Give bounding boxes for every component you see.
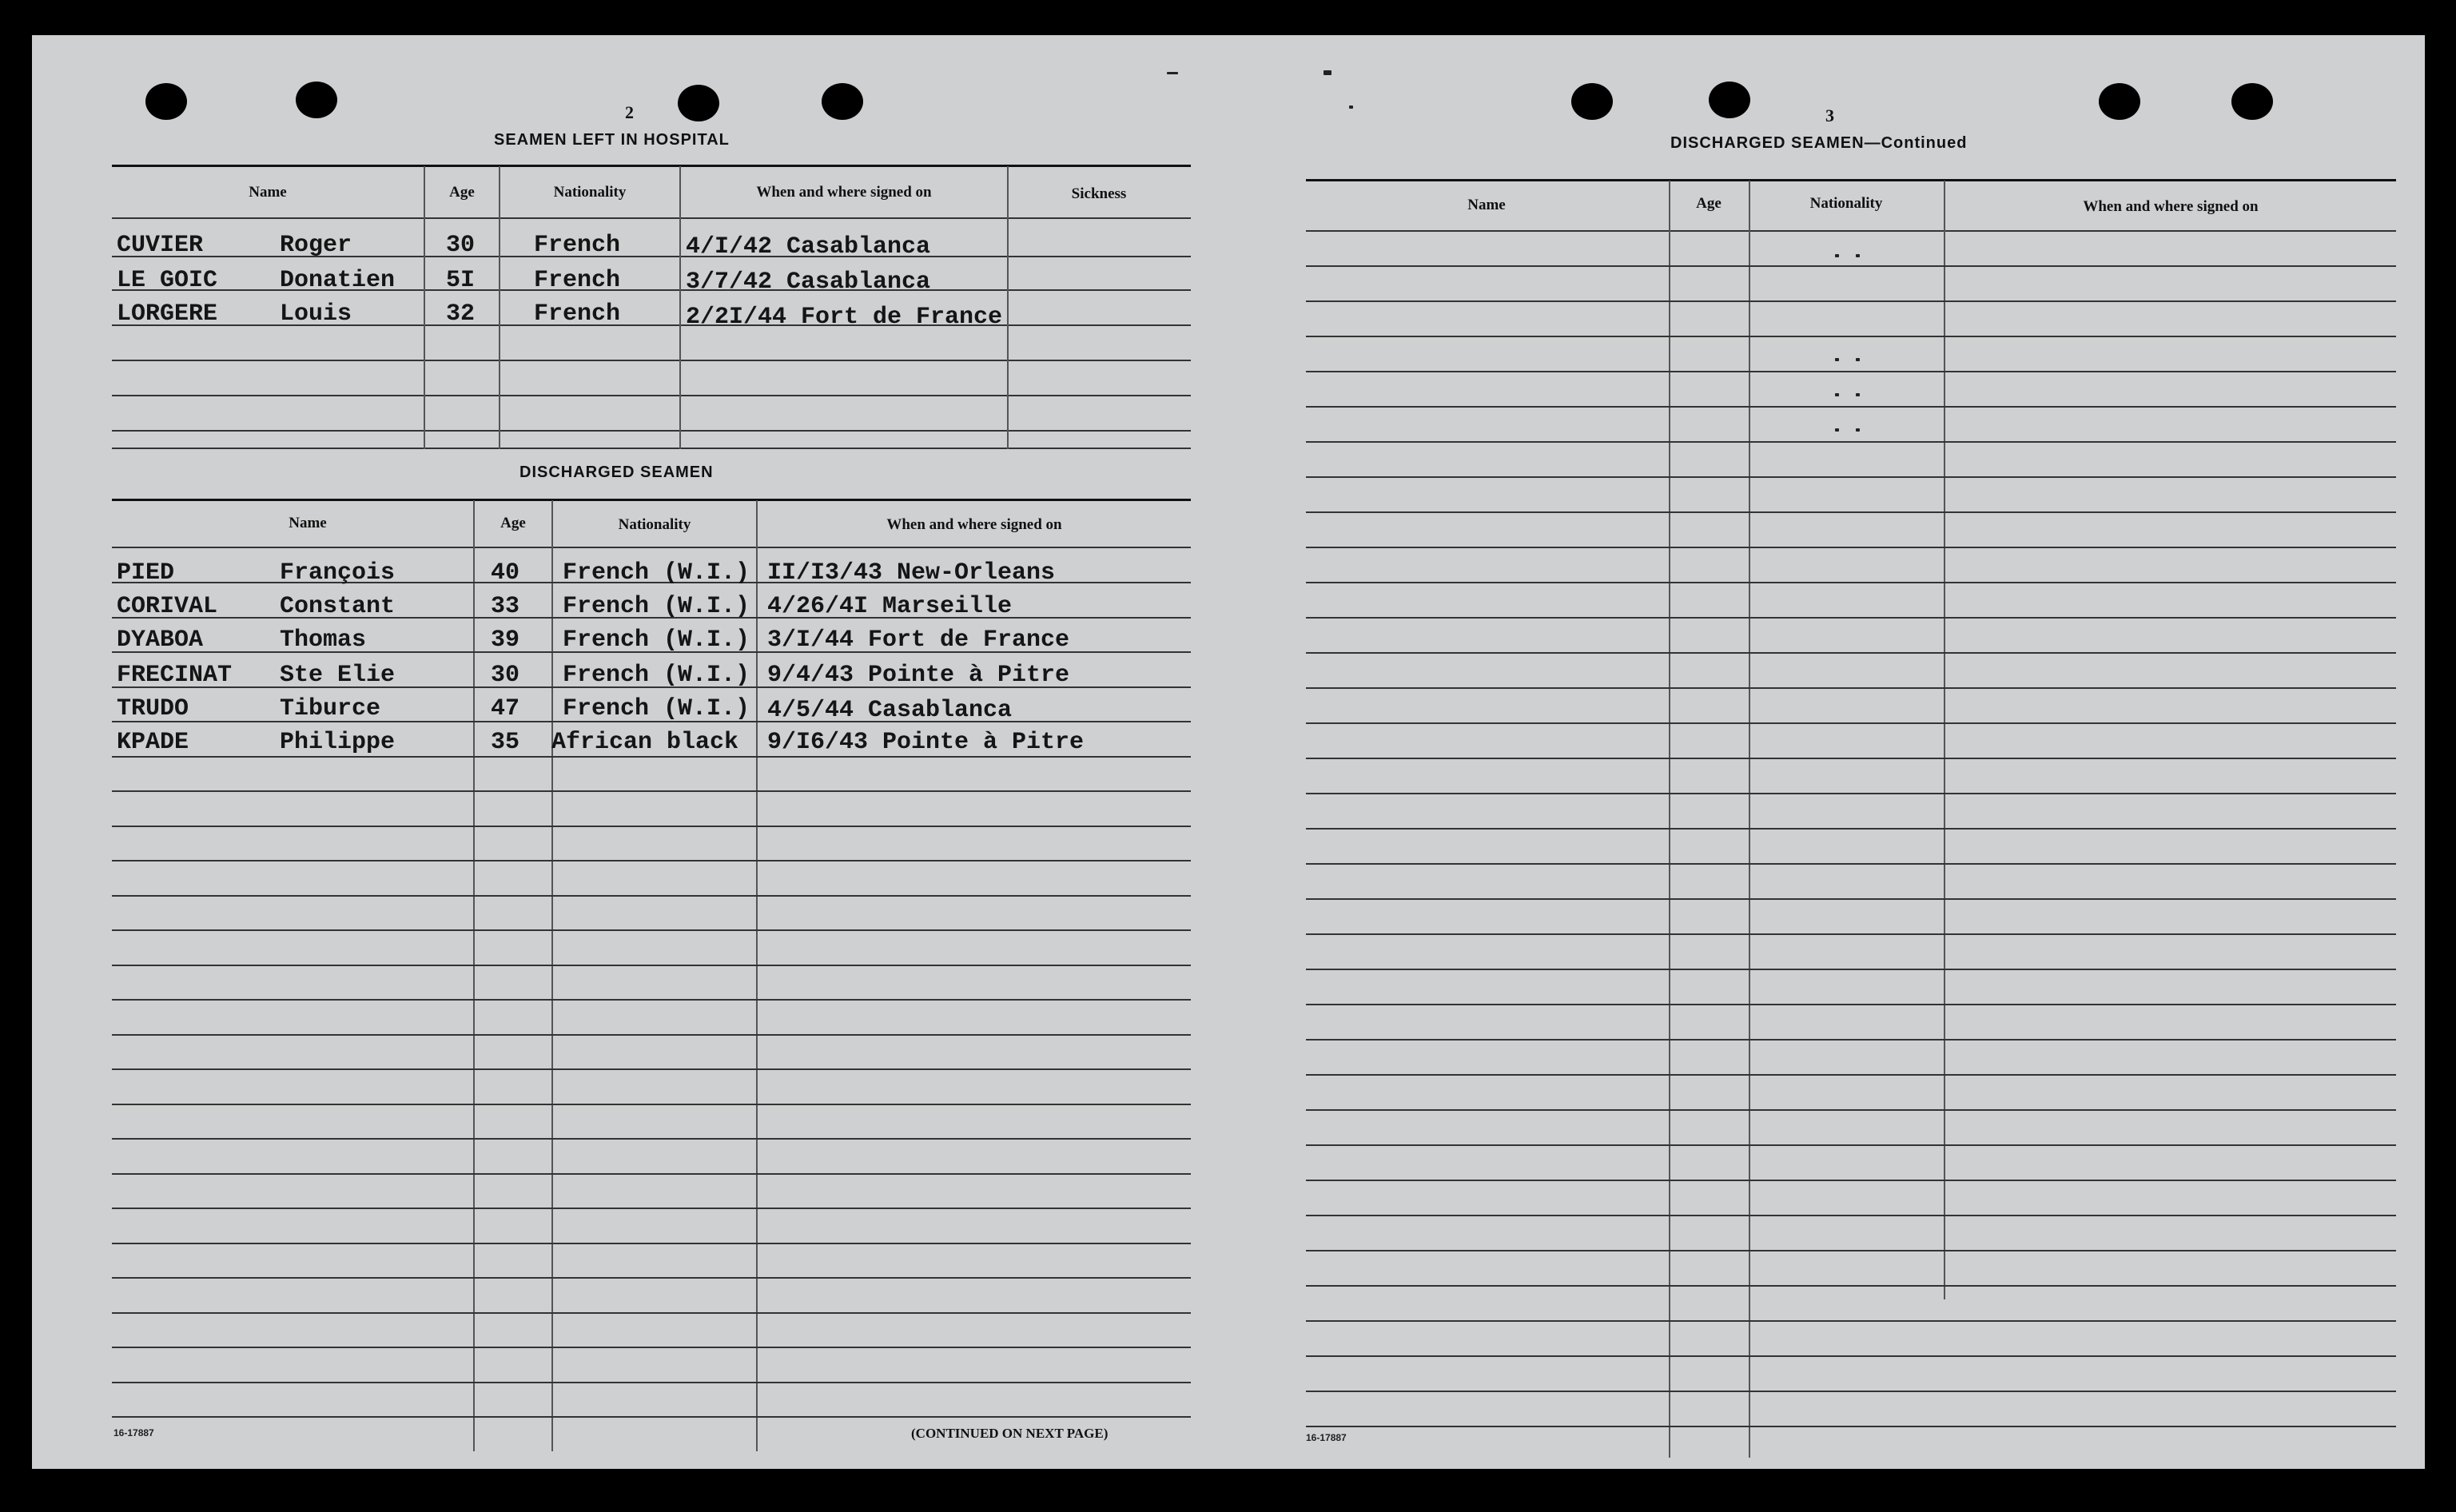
right-table-top-rule bbox=[1306, 179, 2396, 181]
table-cell-nationality: French (W.I.) bbox=[563, 559, 750, 587]
table-cell-nationality: French (W.I.) bbox=[563, 662, 750, 689]
ruled-line bbox=[112, 289, 1191, 291]
table-cell-signed-on: 4/I/42 Casablanca bbox=[686, 233, 931, 261]
ruled-line bbox=[1306, 722, 2396, 724]
table-cell-signed-on: II/I3/43 New-Orleans bbox=[767, 559, 1056, 587]
speck-mark bbox=[1835, 254, 1839, 257]
table-cell-nationality: French (W.I.) bbox=[563, 627, 750, 654]
table-cell-age: 40 bbox=[491, 559, 520, 587]
ruled-line bbox=[112, 965, 1191, 966]
column-header-name: Name bbox=[249, 184, 287, 201]
table-cell-given-name: Constant bbox=[280, 593, 396, 620]
table-cell-nationality: African black bbox=[551, 729, 739, 756]
form-number-right: 16-17887 bbox=[1306, 1432, 1347, 1443]
punch-hole bbox=[2099, 83, 2140, 120]
ruled-line bbox=[1306, 1109, 2396, 1111]
page-number-left: 2 bbox=[625, 102, 634, 122]
punch-hole bbox=[2231, 83, 2273, 120]
column-divider bbox=[1007, 166, 1009, 449]
ruled-line bbox=[112, 256, 1191, 257]
discharged-section-title: DISCHARGED SEAMEN bbox=[519, 464, 714, 481]
ruled-line bbox=[1306, 476, 2396, 478]
ruled-line bbox=[1306, 300, 2396, 302]
column-divider bbox=[679, 166, 681, 449]
column-divider bbox=[424, 166, 425, 449]
column-header-nationality: Nationality bbox=[553, 184, 627, 201]
speck-mark bbox=[1856, 428, 1860, 432]
punch-hole bbox=[1709, 82, 1750, 118]
document-sheet bbox=[32, 35, 2425, 1469]
ruled-line bbox=[1306, 863, 2396, 865]
discharged-header-rule bbox=[112, 547, 1191, 548]
ruled-line bbox=[112, 430, 1191, 432]
column-header-signed-on: When and where signed on bbox=[2083, 198, 2259, 215]
ruled-line bbox=[1306, 1250, 2396, 1251]
ruled-line bbox=[112, 1034, 1191, 1036]
table-cell-given-name: François bbox=[280, 559, 396, 587]
table-cell-age: 35 bbox=[491, 729, 520, 756]
ruled-line bbox=[1306, 828, 2396, 830]
ruled-line bbox=[1306, 793, 2396, 794]
table-cell-given-name: Louis bbox=[280, 300, 352, 328]
table-cell-signed-on: 9/I6/43 Pointe à Pitre bbox=[767, 729, 1085, 756]
ruled-line bbox=[1306, 1004, 2396, 1005]
table-cell-surname: FRECINAT bbox=[117, 662, 233, 689]
ruled-line bbox=[112, 860, 1191, 861]
ruled-line bbox=[112, 395, 1191, 396]
ruled-line bbox=[1306, 1285, 2396, 1287]
punch-hole bbox=[822, 83, 863, 120]
ruled-line bbox=[1306, 1180, 2396, 1181]
ruled-line bbox=[112, 790, 1191, 792]
ruled-line bbox=[112, 1138, 1191, 1140]
page-number-right: 3 bbox=[1825, 105, 1834, 125]
ruled-line bbox=[112, 360, 1191, 361]
column-header-nationality: Nationality bbox=[618, 516, 691, 533]
speck-mark bbox=[1835, 393, 1839, 396]
punch-hole bbox=[1571, 83, 1613, 120]
speck-mark bbox=[1856, 358, 1860, 361]
table-cell-given-name: Tiburce bbox=[280, 695, 381, 722]
table-cell-surname: CUVIER bbox=[117, 232, 204, 259]
ruled-line bbox=[112, 1208, 1191, 1209]
column-header-signed-on: When and where signed on bbox=[756, 184, 932, 201]
table-cell-signed-on: 4/5/44 Casablanca bbox=[767, 697, 1013, 724]
table-cell-given-name: Donatien bbox=[280, 267, 396, 294]
ruled-line bbox=[1306, 898, 2396, 900]
table-cell-nationality: French bbox=[534, 232, 621, 259]
ruled-line bbox=[1306, 1320, 2396, 1322]
column-divider bbox=[499, 166, 500, 449]
ruled-line bbox=[1306, 758, 2396, 759]
table-cell-signed-on: 2/2I/44 Fort de France bbox=[686, 304, 1003, 331]
ruled-line bbox=[1306, 1426, 2396, 1427]
speck-mark bbox=[1856, 393, 1860, 396]
ruled-line bbox=[1306, 371, 2396, 372]
ruled-line bbox=[1306, 1074, 2396, 1076]
ruled-line bbox=[1306, 582, 2396, 583]
table-cell-nationality: French bbox=[534, 300, 621, 328]
ruled-line bbox=[1306, 617, 2396, 619]
table-cell-signed-on: 3/7/42 Casablanca bbox=[686, 269, 931, 296]
table-cell-signed-on: 9/4/43 Pointe à Pitre bbox=[767, 662, 1070, 689]
ruled-line bbox=[112, 324, 1191, 326]
ruled-line bbox=[112, 1243, 1191, 1244]
table-cell-age: 39 bbox=[491, 627, 520, 654]
ruled-line bbox=[1306, 406, 2396, 408]
ruled-line bbox=[1306, 441, 2396, 443]
speck-mark bbox=[1349, 105, 1353, 109]
right-header-rule bbox=[1306, 230, 2396, 232]
hospital-table-top-rule bbox=[112, 165, 1191, 167]
speck-mark bbox=[1856, 254, 1860, 257]
table-cell-age: 30 bbox=[491, 662, 520, 689]
punch-hole bbox=[678, 85, 719, 121]
ruled-line bbox=[112, 826, 1191, 827]
discharged-continued-title: DISCHARGED SEAMEN—Continued bbox=[1670, 134, 1968, 152]
ruled-line bbox=[112, 895, 1191, 897]
hospital-header-rule bbox=[112, 217, 1191, 219]
table-cell-given-name: Roger bbox=[280, 232, 352, 259]
table-cell-age: 33 bbox=[491, 593, 520, 620]
ruled-line bbox=[112, 999, 1191, 1001]
ruled-line bbox=[112, 1068, 1191, 1070]
ruled-line bbox=[1306, 933, 2396, 935]
table-cell-signed-on: 3/I/44 Fort de France bbox=[767, 627, 1070, 654]
discharged-table-top-rule bbox=[112, 499, 1191, 501]
column-divider bbox=[756, 500, 758, 1451]
table-cell-age: 47 bbox=[491, 695, 520, 722]
punch-hole bbox=[296, 82, 337, 118]
ruled-line bbox=[1306, 547, 2396, 548]
table-cell-surname: KPADE bbox=[117, 729, 189, 756]
form-number-left: 16-17887 bbox=[113, 1427, 154, 1438]
ruled-line bbox=[1306, 265, 2396, 267]
table-cell-nationality: French bbox=[534, 267, 621, 294]
table-cell-signed-on: 4/26/4I Marseille bbox=[767, 593, 1013, 620]
ruled-line bbox=[1306, 652, 2396, 654]
ruled-line bbox=[112, 1312, 1191, 1314]
column-divider bbox=[473, 500, 475, 1451]
table-cell-surname: TRUDO bbox=[117, 695, 189, 722]
speck-mark bbox=[1324, 70, 1331, 75]
ruled-line bbox=[112, 929, 1191, 931]
table-cell-surname: LE GOIC bbox=[117, 267, 218, 294]
speck-mark bbox=[1835, 428, 1839, 432]
ruled-line bbox=[1306, 1039, 2396, 1040]
table-cell-nationality: French (W.I.) bbox=[563, 695, 750, 722]
ruled-line bbox=[1306, 511, 2396, 513]
ruled-line bbox=[1306, 1355, 2396, 1357]
table-cell-surname: LORGERE bbox=[117, 300, 218, 328]
table-cell-age: 5I bbox=[446, 267, 476, 294]
ruled-line bbox=[112, 1277, 1191, 1279]
punch-hole bbox=[145, 83, 187, 120]
speck-mark bbox=[1167, 72, 1178, 74]
ruled-line bbox=[1306, 687, 2396, 689]
column-header-name: Name bbox=[1467, 197, 1506, 213]
table-cell-age: 32 bbox=[446, 300, 476, 328]
ruled-line bbox=[1306, 1215, 2396, 1216]
table-cell-surname: CORIVAL bbox=[117, 593, 218, 620]
ruled-line bbox=[1306, 336, 2396, 337]
column-header-nationality: Nationality bbox=[1809, 195, 1883, 212]
speck-mark bbox=[1835, 358, 1839, 361]
ruled-line bbox=[1306, 969, 2396, 970]
table-cell-age: 30 bbox=[446, 232, 476, 259]
column-header-age: Age bbox=[500, 515, 526, 531]
ruled-line bbox=[112, 1347, 1191, 1348]
ruled-line bbox=[1306, 1391, 2396, 1392]
ruled-line bbox=[112, 1173, 1191, 1175]
table-cell-given-name: Philippe bbox=[280, 729, 396, 756]
table-cell-surname: DYABOA bbox=[117, 627, 204, 654]
column-header-age: Age bbox=[1696, 195, 1722, 212]
ruled-line bbox=[1306, 1144, 2396, 1146]
ruled-line bbox=[112, 1416, 1191, 1418]
table-cell-given-name: Thomas bbox=[280, 627, 367, 654]
hospital-section-title: SEAMEN LEFT IN HOSPITAL bbox=[494, 131, 730, 149]
column-header-sickness: Sickness bbox=[1071, 185, 1127, 202]
ruled-line bbox=[112, 1382, 1191, 1383]
continued-footer: (CONTINUED ON NEXT PAGE) bbox=[911, 1426, 1109, 1441]
column-header-signed-on: When and where signed on bbox=[886, 516, 1062, 533]
column-divider bbox=[1944, 181, 1945, 1299]
ruled-line bbox=[112, 448, 1191, 449]
ruled-line bbox=[112, 1104, 1191, 1105]
column-header-age: Age bbox=[449, 184, 475, 201]
column-divider bbox=[551, 500, 553, 1451]
table-cell-nationality: French (W.I.) bbox=[563, 593, 750, 620]
table-cell-given-name: Ste Elie bbox=[280, 662, 396, 689]
table-cell-surname: PIED bbox=[117, 559, 175, 587]
column-header-name: Name bbox=[289, 515, 327, 531]
